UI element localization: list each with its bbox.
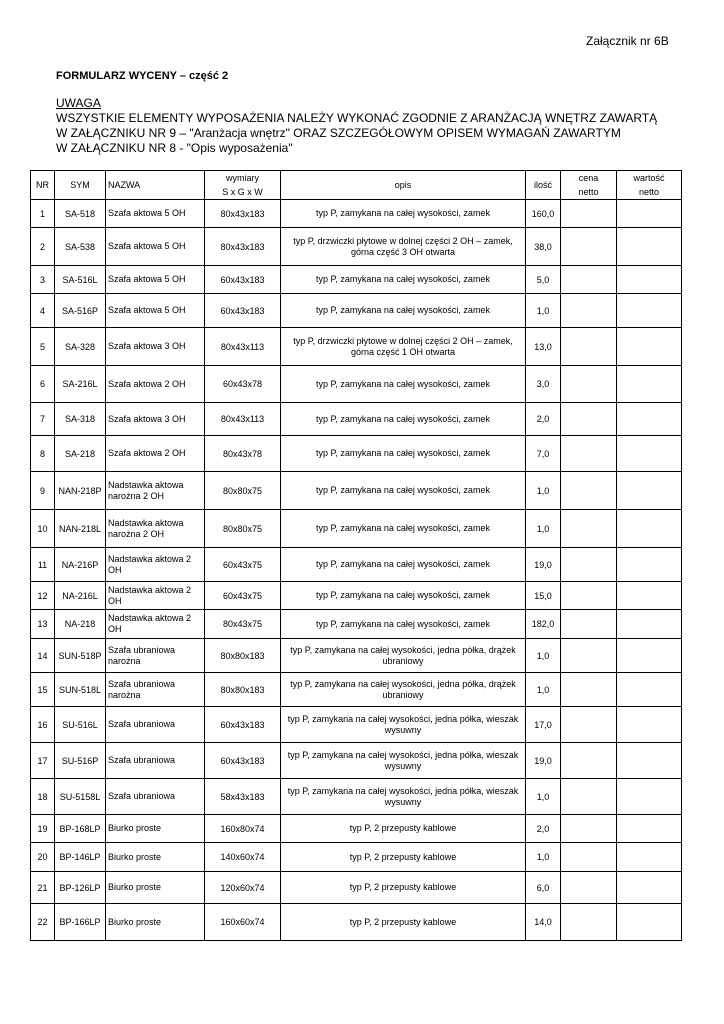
cell-nr: 8 xyxy=(31,436,55,472)
notice-line: W ZAŁĄCZNIKU NR 8 - "Opis wyposażenia" xyxy=(56,141,293,155)
cell-sym: NAN-218P xyxy=(55,472,106,510)
cell-opis: typ P, 2 przepusty kablowe xyxy=(281,872,526,904)
cell-opis: typ P, drzwiczki płytowe w dolnej części 2 OH – zamek, górna część 1 OH otwarta xyxy=(281,328,526,366)
cell-nr: 10 xyxy=(31,510,55,548)
cell-opis: typ P, zamykana na całej wysokości, zamek xyxy=(281,582,526,610)
cell-opis: typ P, zamykana na całej wysokości, zamek xyxy=(281,266,526,294)
cell-nazwa: Nadstawka aktowa narożna 2 OH xyxy=(106,472,205,510)
cell-cena[interactable] xyxy=(561,779,617,815)
table-row xyxy=(31,610,682,639)
cell-nr: 21 xyxy=(31,872,55,904)
cell-sym: BP-126LP xyxy=(55,872,106,904)
notice xyxy=(56,96,657,156)
cell-ilosc: 1,0 xyxy=(526,294,561,328)
cell-ilosc: 14,0 xyxy=(526,904,561,941)
cell-wartosc[interactable] xyxy=(617,639,682,673)
cell-opis: typ P, zamykana na całej wysokości, zamek xyxy=(281,403,526,436)
header-cena-sub: netto xyxy=(578,187,599,197)
cell-ilosc: 1,0 xyxy=(526,639,561,673)
cell-wartosc[interactable] xyxy=(617,472,682,510)
cell-ilosc: 2,0 xyxy=(526,815,561,843)
cell-nazwa: Szafa aktowa 5 OH xyxy=(106,266,205,294)
cell-nazwa: Szafa aktowa 3 OH xyxy=(106,403,205,436)
cell-cena[interactable] xyxy=(561,328,617,366)
cell-wymiary: 60x43x183 xyxy=(205,707,281,743)
table-row xyxy=(31,582,682,610)
cell-nazwa: Nadstawka aktowa 2 OH xyxy=(106,548,205,582)
cell-sym: SU-516P xyxy=(55,743,106,779)
cell-sym: SA-216L xyxy=(55,366,106,403)
cell-wartosc[interactable] xyxy=(617,548,682,582)
cell-wartosc[interactable] xyxy=(617,403,682,436)
cell-nr: 14 xyxy=(31,639,55,673)
cell-nazwa: Szafa aktowa 2 OH xyxy=(106,366,205,403)
table-row xyxy=(31,403,682,436)
cell-nazwa: Szafa ubraniowa xyxy=(106,779,205,815)
cell-opis: typ P, zamykana na całej wysokości, zamek xyxy=(281,472,526,510)
cell-nr: 19 xyxy=(31,815,55,843)
cell-cena[interactable] xyxy=(561,403,617,436)
cell-wartosc[interactable] xyxy=(617,743,682,779)
cell-cena[interactable] xyxy=(561,228,617,266)
cell-wartosc[interactable] xyxy=(617,510,682,548)
header-opis: opis xyxy=(281,171,526,200)
cell-ilosc: 182,0 xyxy=(526,610,561,639)
table-row xyxy=(31,328,682,366)
table-row xyxy=(31,200,682,228)
cell-nr: 6 xyxy=(31,366,55,403)
cell-nr: 12 xyxy=(31,582,55,610)
cell-nr: 3 xyxy=(31,266,55,294)
header-nazwa: NAZWA xyxy=(106,171,205,200)
cell-cena[interactable] xyxy=(561,294,617,328)
table-row xyxy=(31,843,682,872)
cell-opis: typ P, 2 przepusty kablowe xyxy=(281,904,526,941)
cell-wymiary: 80x43x183 xyxy=(205,228,281,266)
cell-ilosc: 1,0 xyxy=(526,843,561,872)
cell-sym: SU-5158L xyxy=(55,779,106,815)
table-header-row xyxy=(31,171,682,200)
cell-sym: NAN-218L xyxy=(55,510,106,548)
cell-opis: typ P, zamykana na całej wysokości, jedna półka, wieszak wysuwny xyxy=(281,779,526,815)
cell-cena[interactable] xyxy=(561,366,617,403)
cell-nr: 5 xyxy=(31,328,55,366)
cell-wymiary: 80x43x75 xyxy=(205,610,281,639)
cell-opis: typ P, zamykana na całej wysokości, zamek xyxy=(281,294,526,328)
header-ilosc: ilość xyxy=(526,171,561,200)
table-row xyxy=(31,707,682,743)
cell-nr: 22 xyxy=(31,904,55,941)
header-wymiary-label: wymiary xyxy=(226,173,259,183)
table-row xyxy=(31,266,682,294)
cell-nazwa: Biurko proste xyxy=(106,843,205,872)
cell-wartosc[interactable] xyxy=(617,582,682,610)
form-title: FORMULARZ WYCENY – część 2 xyxy=(56,70,229,82)
header-wartosc-sub: netto xyxy=(638,187,660,197)
cell-wymiary: 80x43x183 xyxy=(205,200,281,228)
cell-nazwa: Nadstawka aktowa narożna 2 OH xyxy=(106,510,205,548)
header-cena xyxy=(561,171,617,200)
table-row xyxy=(31,228,682,266)
cell-sym: NA-216L xyxy=(55,582,106,610)
cell-nazwa: Szafa ubraniowa narożna xyxy=(106,673,205,707)
cell-opis: typ P, zamykana na całej wysokości, jedna półka, wieszak wysuwny xyxy=(281,743,526,779)
cell-nazwa: Szafa ubraniowa xyxy=(106,707,205,743)
table-row xyxy=(31,639,682,673)
cell-opis: typ P, zamykana na całej wysokości, jedna półka, drążek ubraniowy xyxy=(281,639,526,673)
cell-cena[interactable] xyxy=(561,904,617,941)
cell-wartosc[interactable] xyxy=(617,366,682,403)
pricing-table xyxy=(30,170,682,941)
cell-wymiary: 80x43x113 xyxy=(205,403,281,436)
cell-wymiary: 60x43x183 xyxy=(205,266,281,294)
cell-cena[interactable] xyxy=(561,472,617,510)
cell-sym: BP-168LP xyxy=(55,815,106,843)
cell-wymiary: 60x43x75 xyxy=(205,582,281,610)
cell-cena[interactable] xyxy=(561,639,617,673)
cell-wartosc[interactable] xyxy=(617,904,682,941)
table-row xyxy=(31,472,682,510)
cell-opis: typ P, zamykana na całej wysokości, zamek xyxy=(281,510,526,548)
table-row xyxy=(31,510,682,548)
notice-heading: UWAGA xyxy=(56,96,101,110)
cell-ilosc: 19,0 xyxy=(526,548,561,582)
cell-sym: SU-516L xyxy=(55,707,106,743)
cell-opis: typ P, zamykana na całej wysokości, zamek xyxy=(281,200,526,228)
cell-nazwa: Szafa aktowa 5 OH xyxy=(106,294,205,328)
cell-ilosc: 15,0 xyxy=(526,582,561,610)
cell-ilosc: 2,0 xyxy=(526,403,561,436)
cell-cena[interactable] xyxy=(561,200,617,228)
cell-wymiary: 60x43x183 xyxy=(205,743,281,779)
cell-nr: 20 xyxy=(31,843,55,872)
cell-opis: typ P, zamykana na całej wysokości, jedna półka, wieszak wysuwny xyxy=(281,707,526,743)
cell-wymiary: 80x80x75 xyxy=(205,472,281,510)
attachment-label: Załącznik nr 6B xyxy=(586,34,669,48)
cell-nazwa: Szafa ubraniowa narożna xyxy=(106,639,205,673)
cell-ilosc: 1,0 xyxy=(526,510,561,548)
cell-opis: typ P, zamykana na całej wysokości, zamek xyxy=(281,366,526,403)
table-row xyxy=(31,548,682,582)
cell-sym: SA-318 xyxy=(55,403,106,436)
cell-wymiary: 60x43x78 xyxy=(205,366,281,403)
notice-line: W ZAŁĄCZNIKU NR 9 – "Aranżacja wnętrz" ORAZ SZCZEGÓŁOWYM OPISEM WYMAGAŃ ZAWARTYM xyxy=(56,126,621,140)
cell-cena[interactable] xyxy=(561,815,617,843)
cell-nr: 15 xyxy=(31,673,55,707)
cell-wartosc[interactable] xyxy=(617,294,682,328)
cell-wartosc[interactable] xyxy=(617,779,682,815)
cell-sym: SA-516L xyxy=(55,266,106,294)
cell-wartosc[interactable] xyxy=(617,228,682,266)
cell-nazwa: Nadstawka aktowa 2 OH xyxy=(106,582,205,610)
cell-sym: NA-218 xyxy=(55,610,106,639)
cell-wartosc[interactable] xyxy=(617,707,682,743)
cell-cena[interactable] xyxy=(561,610,617,639)
table-row xyxy=(31,294,682,328)
cell-wymiary: 80x43x78 xyxy=(205,436,281,472)
table-row xyxy=(31,779,682,815)
cell-nazwa: Szafa aktowa 5 OH xyxy=(106,200,205,228)
cell-nazwa: Biurko proste xyxy=(106,904,205,941)
cell-wymiary: 60x43x75 xyxy=(205,548,281,582)
cell-opis: typ P, 2 przepusty kablowe xyxy=(281,843,526,872)
cell-wartosc[interactable] xyxy=(617,872,682,904)
cell-opis: typ P, zamykana na całej wysokości, zamek xyxy=(281,548,526,582)
cell-sym: SA-538 xyxy=(55,228,106,266)
cell-ilosc: 13,0 xyxy=(526,328,561,366)
cell-nr: 1 xyxy=(31,200,55,228)
cell-opis: typ P, drzwiczki płytowe w dolnej części 2 OH – zamek, górna część 3 OH otwarta xyxy=(281,228,526,266)
cell-sym: BP-146LP xyxy=(55,843,106,872)
cell-nr: 18 xyxy=(31,779,55,815)
header-cena-label: cena xyxy=(578,173,599,183)
cell-opis: typ P, zamykana na całej wysokości, jedna półka, drążek ubraniowy xyxy=(281,673,526,707)
cell-opis: typ P, zamykana na całej wysokości, zamek xyxy=(281,436,526,472)
cell-nazwa: Szafa aktowa 5 OH xyxy=(106,228,205,266)
cell-nazwa: Szafa ubraniowa xyxy=(106,743,205,779)
cell-sym: BP-166LP xyxy=(55,904,106,941)
cell-sym: SA-218 xyxy=(55,436,106,472)
cell-nazwa: Szafa aktowa 3 OH xyxy=(106,328,205,366)
cell-sym: SA-518 xyxy=(55,200,106,228)
cell-ilosc: 7,0 xyxy=(526,436,561,472)
cell-nr: 2 xyxy=(31,228,55,266)
cell-nazwa: Biurko proste xyxy=(106,872,205,904)
table-body xyxy=(31,200,682,941)
cell-cena[interactable] xyxy=(561,436,617,472)
header-wymiary xyxy=(205,171,281,200)
table-row xyxy=(31,815,682,843)
cell-cena[interactable] xyxy=(561,548,617,582)
cell-ilosc: 19,0 xyxy=(526,743,561,779)
cell-sym: SUN-518P xyxy=(55,639,106,673)
header-sym: SYM xyxy=(55,171,106,200)
header-wartosc-label: wartość xyxy=(633,173,665,183)
notice-line: WSZYSTKIE ELEMENTY WYPOSAŻENIA NALEŻY WYKONAĆ ZGODNIE Z ARANŻACJĄ WNĘTRZ ZAWARTĄ xyxy=(56,111,658,125)
cell-nazwa: Biurko proste xyxy=(106,815,205,843)
cell-wymiary: 80x80x75 xyxy=(205,510,281,548)
table-row xyxy=(31,436,682,472)
cell-sym: SUN-518L xyxy=(55,673,106,707)
cell-wymiary: 120x60x74 xyxy=(205,872,281,904)
table-row xyxy=(31,872,682,904)
cell-nr: 13 xyxy=(31,610,55,639)
cell-ilosc: 6,0 xyxy=(526,872,561,904)
cell-sym: SA-516P xyxy=(55,294,106,328)
cell-wymiary: 60x43x183 xyxy=(205,294,281,328)
cell-ilosc: 3,0 xyxy=(526,366,561,403)
cell-nr: 17 xyxy=(31,743,55,779)
cell-wymiary: 160x80x74 xyxy=(205,815,281,843)
cell-wartosc[interactable] xyxy=(617,200,682,228)
cell-cena[interactable] xyxy=(561,843,617,872)
cell-wartosc[interactable] xyxy=(617,815,682,843)
cell-ilosc: 1,0 xyxy=(526,779,561,815)
cell-cena[interactable] xyxy=(561,510,617,548)
cell-nr: 7 xyxy=(31,403,55,436)
cell-wartosc[interactable] xyxy=(617,673,682,707)
cell-opis: typ P, 2 przepusty kablowe xyxy=(281,815,526,843)
table-row xyxy=(31,743,682,779)
header-nr: NR xyxy=(31,171,55,200)
cell-nr: 11 xyxy=(31,548,55,582)
cell-cena[interactable] xyxy=(561,872,617,904)
cell-cena[interactable] xyxy=(561,743,617,779)
table-row xyxy=(31,366,682,403)
cell-wymiary: 58x43x183 xyxy=(205,779,281,815)
cell-nr: 16 xyxy=(31,707,55,743)
cell-wymiary: 160x60x74 xyxy=(205,904,281,941)
cell-wartosc[interactable] xyxy=(617,436,682,472)
header-wartosc xyxy=(617,171,682,200)
cell-sym: SA-328 xyxy=(55,328,106,366)
cell-wartosc[interactable] xyxy=(617,610,682,639)
cell-ilosc: 17,0 xyxy=(526,707,561,743)
cell-cena[interactable] xyxy=(561,707,617,743)
table-row xyxy=(31,673,682,707)
header-wymiary-sub: S x G x W xyxy=(222,187,263,197)
cell-nazwa: Szafa aktowa 2 OH xyxy=(106,436,205,472)
cell-nazwa: Nadstawka aktowa 2 OH xyxy=(106,610,205,639)
cell-cena[interactable] xyxy=(561,266,617,294)
cell-ilosc: 1,0 xyxy=(526,472,561,510)
cell-wymiary: 140x60x74 xyxy=(205,843,281,872)
table-row xyxy=(31,904,682,941)
cell-cena[interactable] xyxy=(561,582,617,610)
cell-wymiary: 80x43x113 xyxy=(205,328,281,366)
cell-wymiary: 80x80x183 xyxy=(205,639,281,673)
cell-wymiary: 80x80x183 xyxy=(205,673,281,707)
cell-nr: 4 xyxy=(31,294,55,328)
cell-ilosc: 1,0 xyxy=(526,673,561,707)
cell-ilosc: 160,0 xyxy=(526,200,561,228)
cell-opis: typ P, zamykana na całej wysokości, zamek xyxy=(281,610,526,639)
cell-ilosc: 5,0 xyxy=(526,266,561,294)
cell-wartosc[interactable] xyxy=(617,843,682,872)
cell-sym: NA-216P xyxy=(55,548,106,582)
cell-ilosc: 38,0 xyxy=(526,228,561,266)
cell-cena[interactable] xyxy=(561,673,617,707)
cell-nr: 9 xyxy=(31,472,55,510)
cell-wartosc[interactable] xyxy=(617,328,682,366)
cell-wartosc[interactable] xyxy=(617,266,682,294)
